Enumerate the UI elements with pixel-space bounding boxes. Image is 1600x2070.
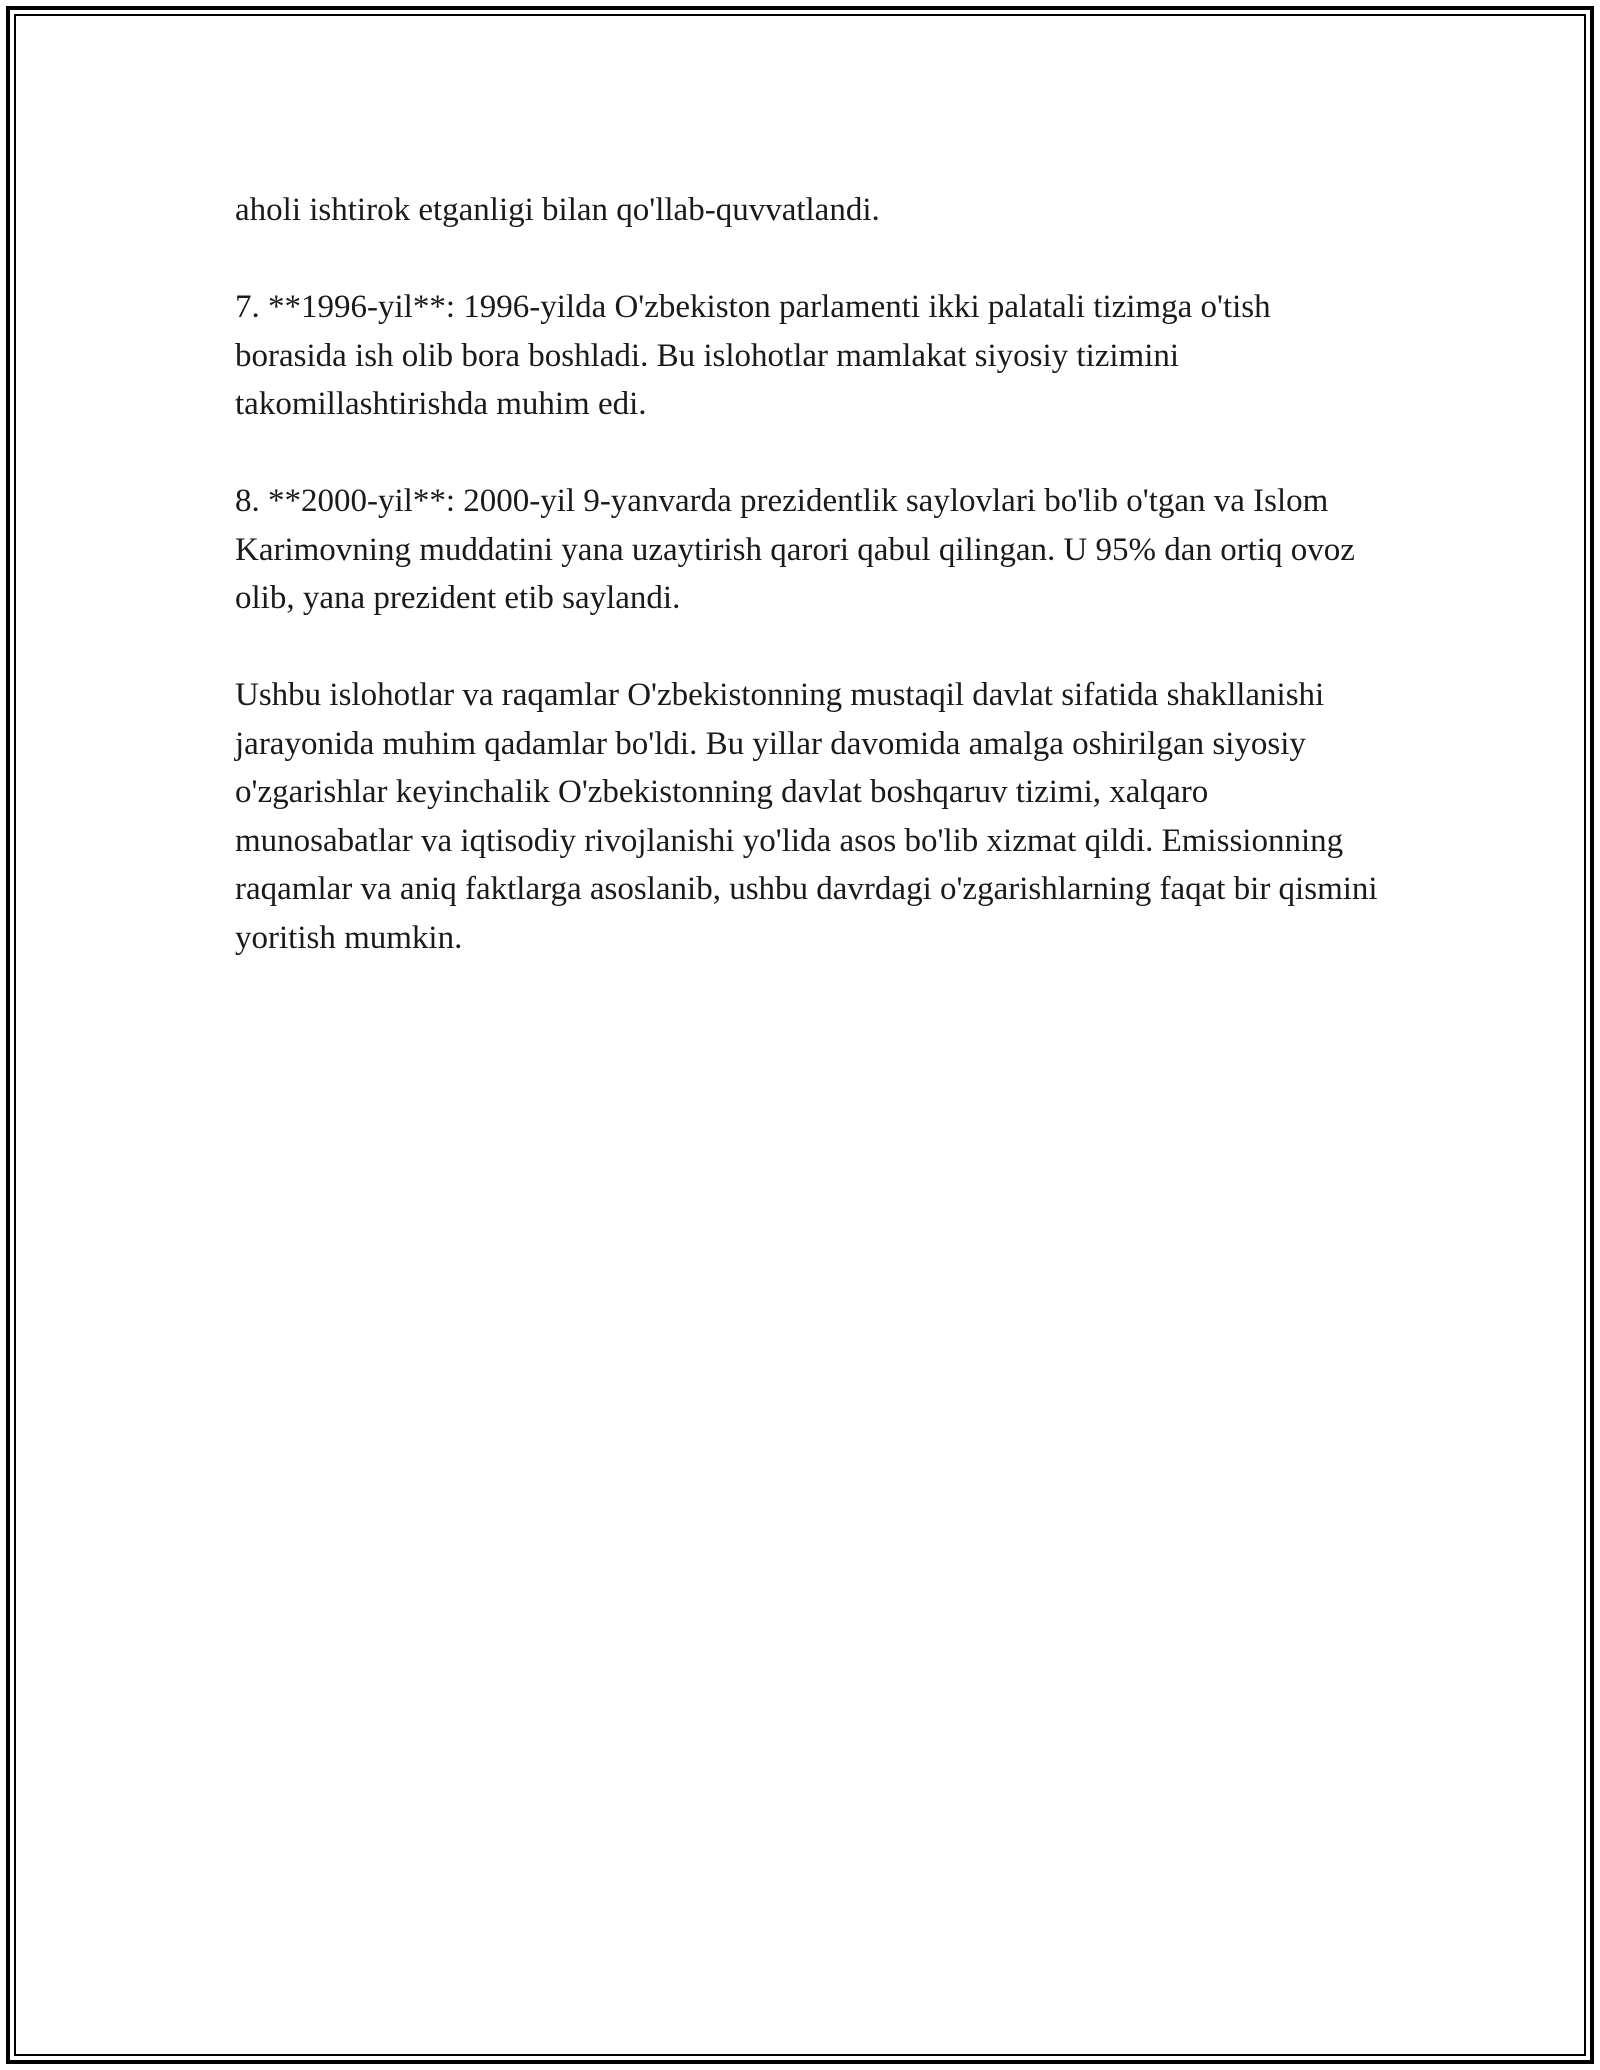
paragraph-continuation: aholi ishtirok etganligi bilan qo'llab-quvvatlandi.: [235, 192, 880, 228]
paragraph-item-8: 8. **2000-yil**: 2000-yil 9-yanvarda prezidentlik saylovlari bo'lib o'tgan va Islom Karimovning muddatini yana uzaytirish qarori qabul qilingan. U 95% dan ortiq ovoz olib, yana prezident etib saylandi.: [235, 483, 1355, 616]
paragraph-conclusion: Ushbu islohotlar va raqamlar O'zbekistonning mustaqil davlat sifatida shakllanishi jarayonida muhim qadamlar bo'ldi. Bu yillar davomida amalga oshirilgan siyosiy o'zgarishlar keyinchalik O'zbekistonning davlat boshqaruv tizimi, xalqaro munosabatlar va iqtisodiy rivojlanishi yo'lida asos bo'lib xizmat qildi. Emissionning raqamlar va aniq faktlarga asoslanib, ushbu davrdagi o'zgarishlarning faqat bir qismini yoritish mumkin.: [235, 677, 1378, 956]
document-body: [235, 186, 1385, 962]
paragraph-item-7: 7. **1996-yil**: 1996-yilda O'zbekiston parlamenti ikki palatali tizimga o'tish borasida ish olib bora boshladi. Bu islohotlar mamlakat siyosiy tizimini takomillashtirishda muhim edi.: [235, 289, 1271, 422]
